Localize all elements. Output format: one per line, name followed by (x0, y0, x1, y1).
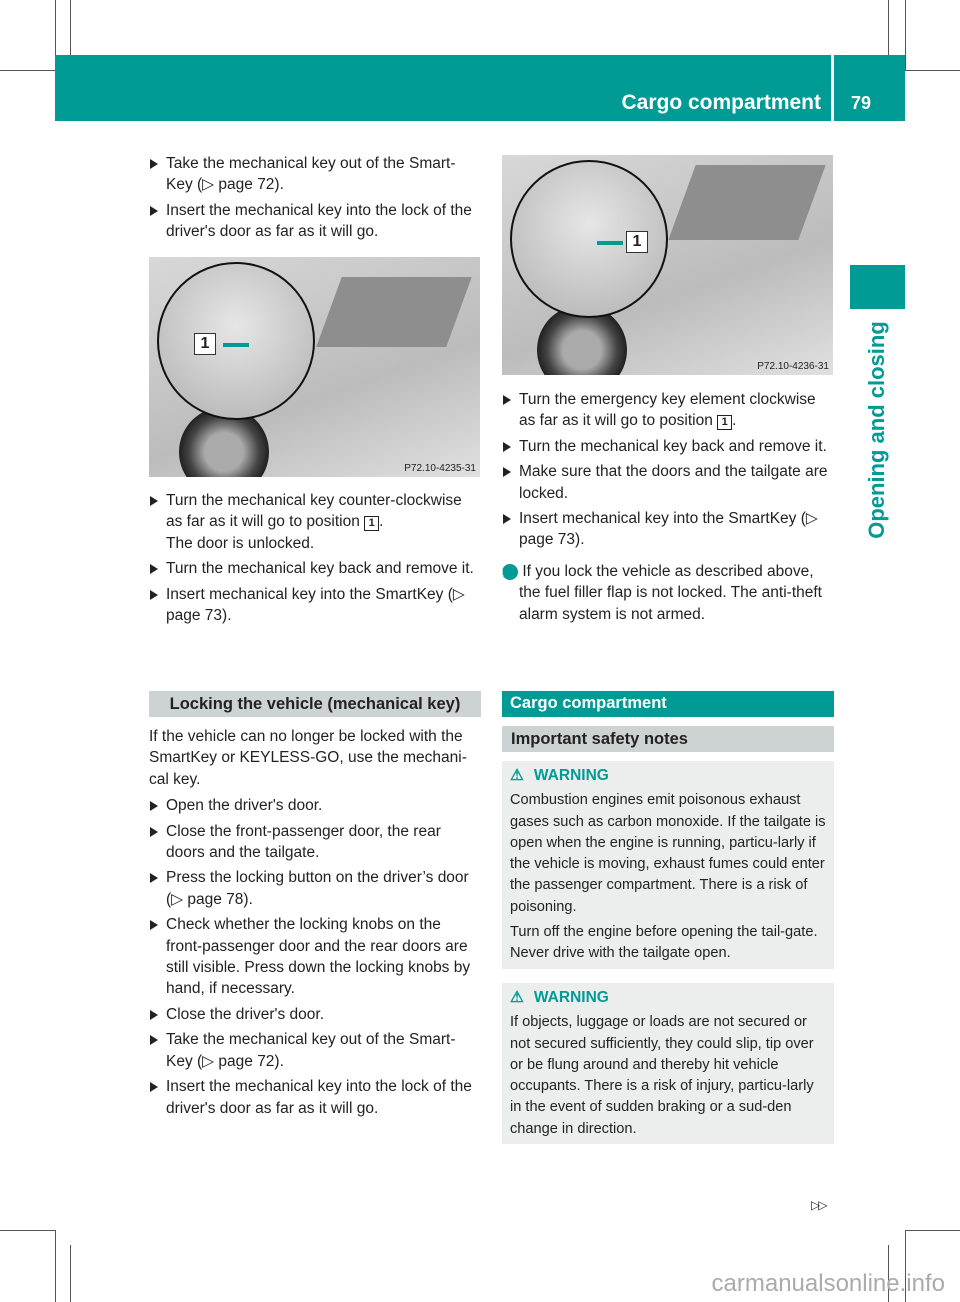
step: Press the locking button on the driver’s door (▷ page 78). (149, 867, 481, 910)
step: Insert the mechanical key into the lock of the driver's door as far as it will go. (149, 1076, 481, 1119)
figure-door-lock-unlock (149, 257, 480, 477)
info-note: i If you lock the vehicle as described above, the fuel filler flap is not locked. The anti-theft alarm system is not armed. (499, 562, 822, 623)
crop-mark (888, 0, 889, 55)
step: Check whether the locking knobs on the front-passenger door and the rear doors are still visible. Press down the locking knobs by hand, if necessary. (149, 914, 481, 1000)
left-steps-bottom (149, 726, 481, 1123)
continue-mark: ▷▷ (811, 1198, 826, 1212)
step: Turn the mechanical key back and remove it. (502, 436, 834, 457)
step: Close the front-passenger door, the rear doors and the tailgate. (149, 821, 481, 864)
step: Turn the mechanical key back and remove it. (149, 558, 481, 579)
step: Insert mechanical key into the SmartKey (▷ page 73). (502, 508, 834, 551)
page-number: 79 (834, 55, 905, 121)
step: Take the mechanical key out of the Smart-Key (▷ page 72). (149, 153, 481, 196)
figure-code: P72.10-4235-31 (404, 463, 476, 474)
crop-mark (70, 0, 71, 55)
warning-text: Combustion engines emit poisonous exhaust gases such as carbon monoxide. If the tailgate is open when the engine is running, particu-larly if the vehicle is moving, exhaust fumes could enter the passenger compartment. There is a risk of poisoning. (510, 792, 826, 915)
step: Insert the mechanical key into the lock of the driver's door as far as it will go. (149, 200, 481, 243)
warning-triangle-icon: ⚠ (510, 767, 524, 784)
intro-text: If the vehicle can no longer be locked with the SmartKey or KEYLESS-GO, use the mechani-cal key. (149, 728, 467, 788)
crop-mark (905, 70, 960, 71)
section-heading: Cargo compartment (502, 691, 834, 717)
right-steps (499, 389, 834, 625)
warning-text: Turn off the engine before opening the tail-gate. Never drive with the tailgate open. (510, 924, 818, 962)
step: Close the driver's door. (149, 1004, 481, 1025)
crop-mark (55, 1230, 56, 1302)
chapter-tab (850, 265, 905, 309)
warning-triangle-icon: ⚠ (510, 989, 524, 1006)
crop-mark (0, 1230, 55, 1231)
step: Make sure that the doors and the tailgate are locked. (502, 461, 834, 504)
warning-text: If objects, luggage or loads are not secured or not secured sufficiently, they could slip, tip over or be flung around and thereby hit vehicle occupants. There is a risk of injury, particu-larly in the event of sudden braking or a sud-den change in direction. (510, 1014, 814, 1137)
crop-mark (905, 1230, 960, 1231)
section-heading: Locking the vehicle (mechanical key) (149, 691, 481, 717)
watermark: carmanualsonline.info (711, 1270, 945, 1297)
left-steps-top (149, 153, 481, 247)
figure-door-lock-lock (502, 155, 833, 375)
position-label: 1 (194, 333, 216, 355)
crop-mark (905, 0, 906, 70)
step: Insert mechanical key into the SmartKey (▷ page 73). (149, 584, 481, 627)
step: Take the mechanical key out of the Smart-Key (▷ page 72). (149, 1029, 481, 1072)
warning-box (502, 983, 834, 1144)
step: Turn the emergency key element clockwise as far as it will go to position 1 . (502, 389, 834, 432)
figure-code: P72.10-4236-31 (757, 361, 829, 372)
step: Open the driver's door. (149, 795, 481, 816)
left-steps-mid (149, 490, 481, 630)
header-title: Cargo compartment (621, 91, 821, 114)
position-label: 1 (626, 231, 648, 253)
page-header (55, 55, 831, 121)
warning-heading: ⚠ WARNING (510, 989, 609, 1006)
warning-box (502, 761, 834, 969)
step: Turn the mechanical key counter-clockwise as far as it will go to position 1 . The door is unlocked. (149, 490, 481, 554)
crop-mark (0, 70, 55, 71)
chapter-title: Opening and closing (864, 321, 889, 539)
info-icon: i (502, 564, 518, 580)
subsection-heading: Important safety notes (502, 726, 834, 752)
crop-mark (70, 1245, 71, 1302)
warning-heading: ⚠ WARNING (510, 767, 609, 784)
